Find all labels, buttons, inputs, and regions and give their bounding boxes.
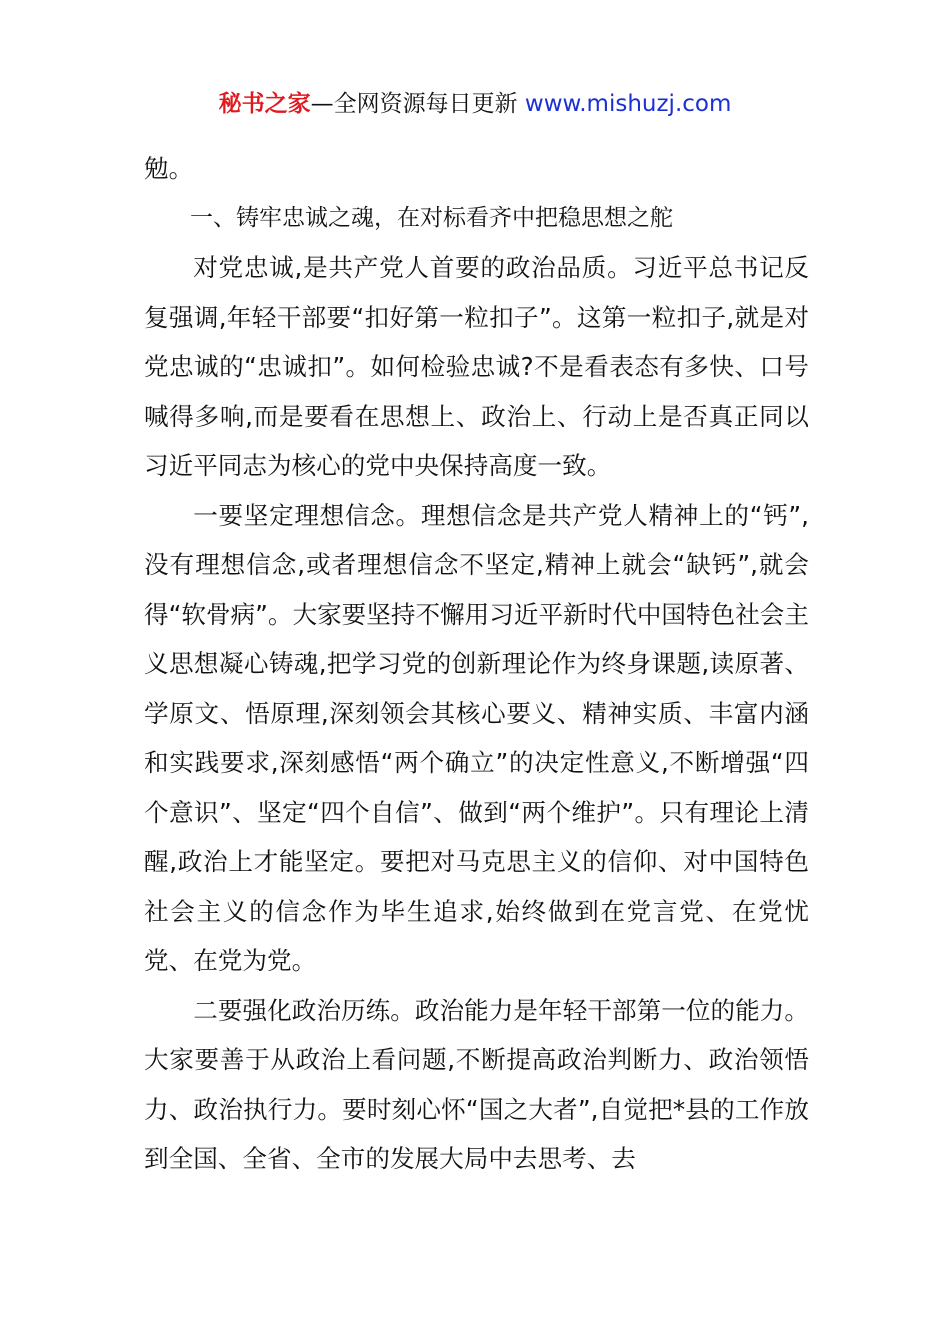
brand-name: 秘书之家 xyxy=(218,91,311,117)
paragraph: 二要强化政治历练。政治能力是年轻干部第一位的能力。大家要善于从政治上看问题,不断提高政治判断力、政治领悟力、政治执行力。要时刻心怀“国之大者”,自觉把*县的工作放到全国、全省、全市的发展大局中去思考、去 xyxy=(144,995,809,1173)
page-header xyxy=(0,86,950,122)
paragraph: 一要坚定理想信念。理想信念是共产党人精神上的“钙”,没有理想信念,或者理想信念不坚定,精神上就会“缺钙”,就会得“软骨病”。大家要坚持不懈用习近平新时代中国特色社会主义思想凝心铸魂,把学习党的创新理论作为终身课题,读原著、学原文、悟原理,深刻领会其核心要义、精神实质、丰富内涵和实践要求,深刻感悟“两个确立”的决定性意义,不断增强“四个意识”、坚定“四个自信”、做到“两个维护”。只有理论上清醒,政治上才能坚定。要把对马克思主义的信仰、对中国特色社会主义的信念作为毕生追求,始终做到在党言党、在党忧党、在党为党。 xyxy=(144,500,809,975)
website-link[interactable]: www.mishuzj.com xyxy=(524,91,732,117)
header-tagline: —全网资源每日更新 xyxy=(310,91,525,117)
paragraph: 对党忠诚,是共产党人首要的政治品质。习近平总书记反复强调,年轻干部要“扣好第一粒扣子”。这第一粒扣子,就是对党忠诚的“忠诚扣”。如何检验忠诚?不是看表态有多快、口号喊得多响,而是要看在思想上、政治上、行动上是否真正同以习近平同志为核心的党中央保持高度一致。 xyxy=(144,253,809,480)
document-body xyxy=(144,144,809,1184)
section-heading: 一、铸牢忠诚之魂，在对标看齐中把稳思想之舵 xyxy=(190,204,673,231)
paragraph-continuation: 勉。 xyxy=(144,154,194,183)
